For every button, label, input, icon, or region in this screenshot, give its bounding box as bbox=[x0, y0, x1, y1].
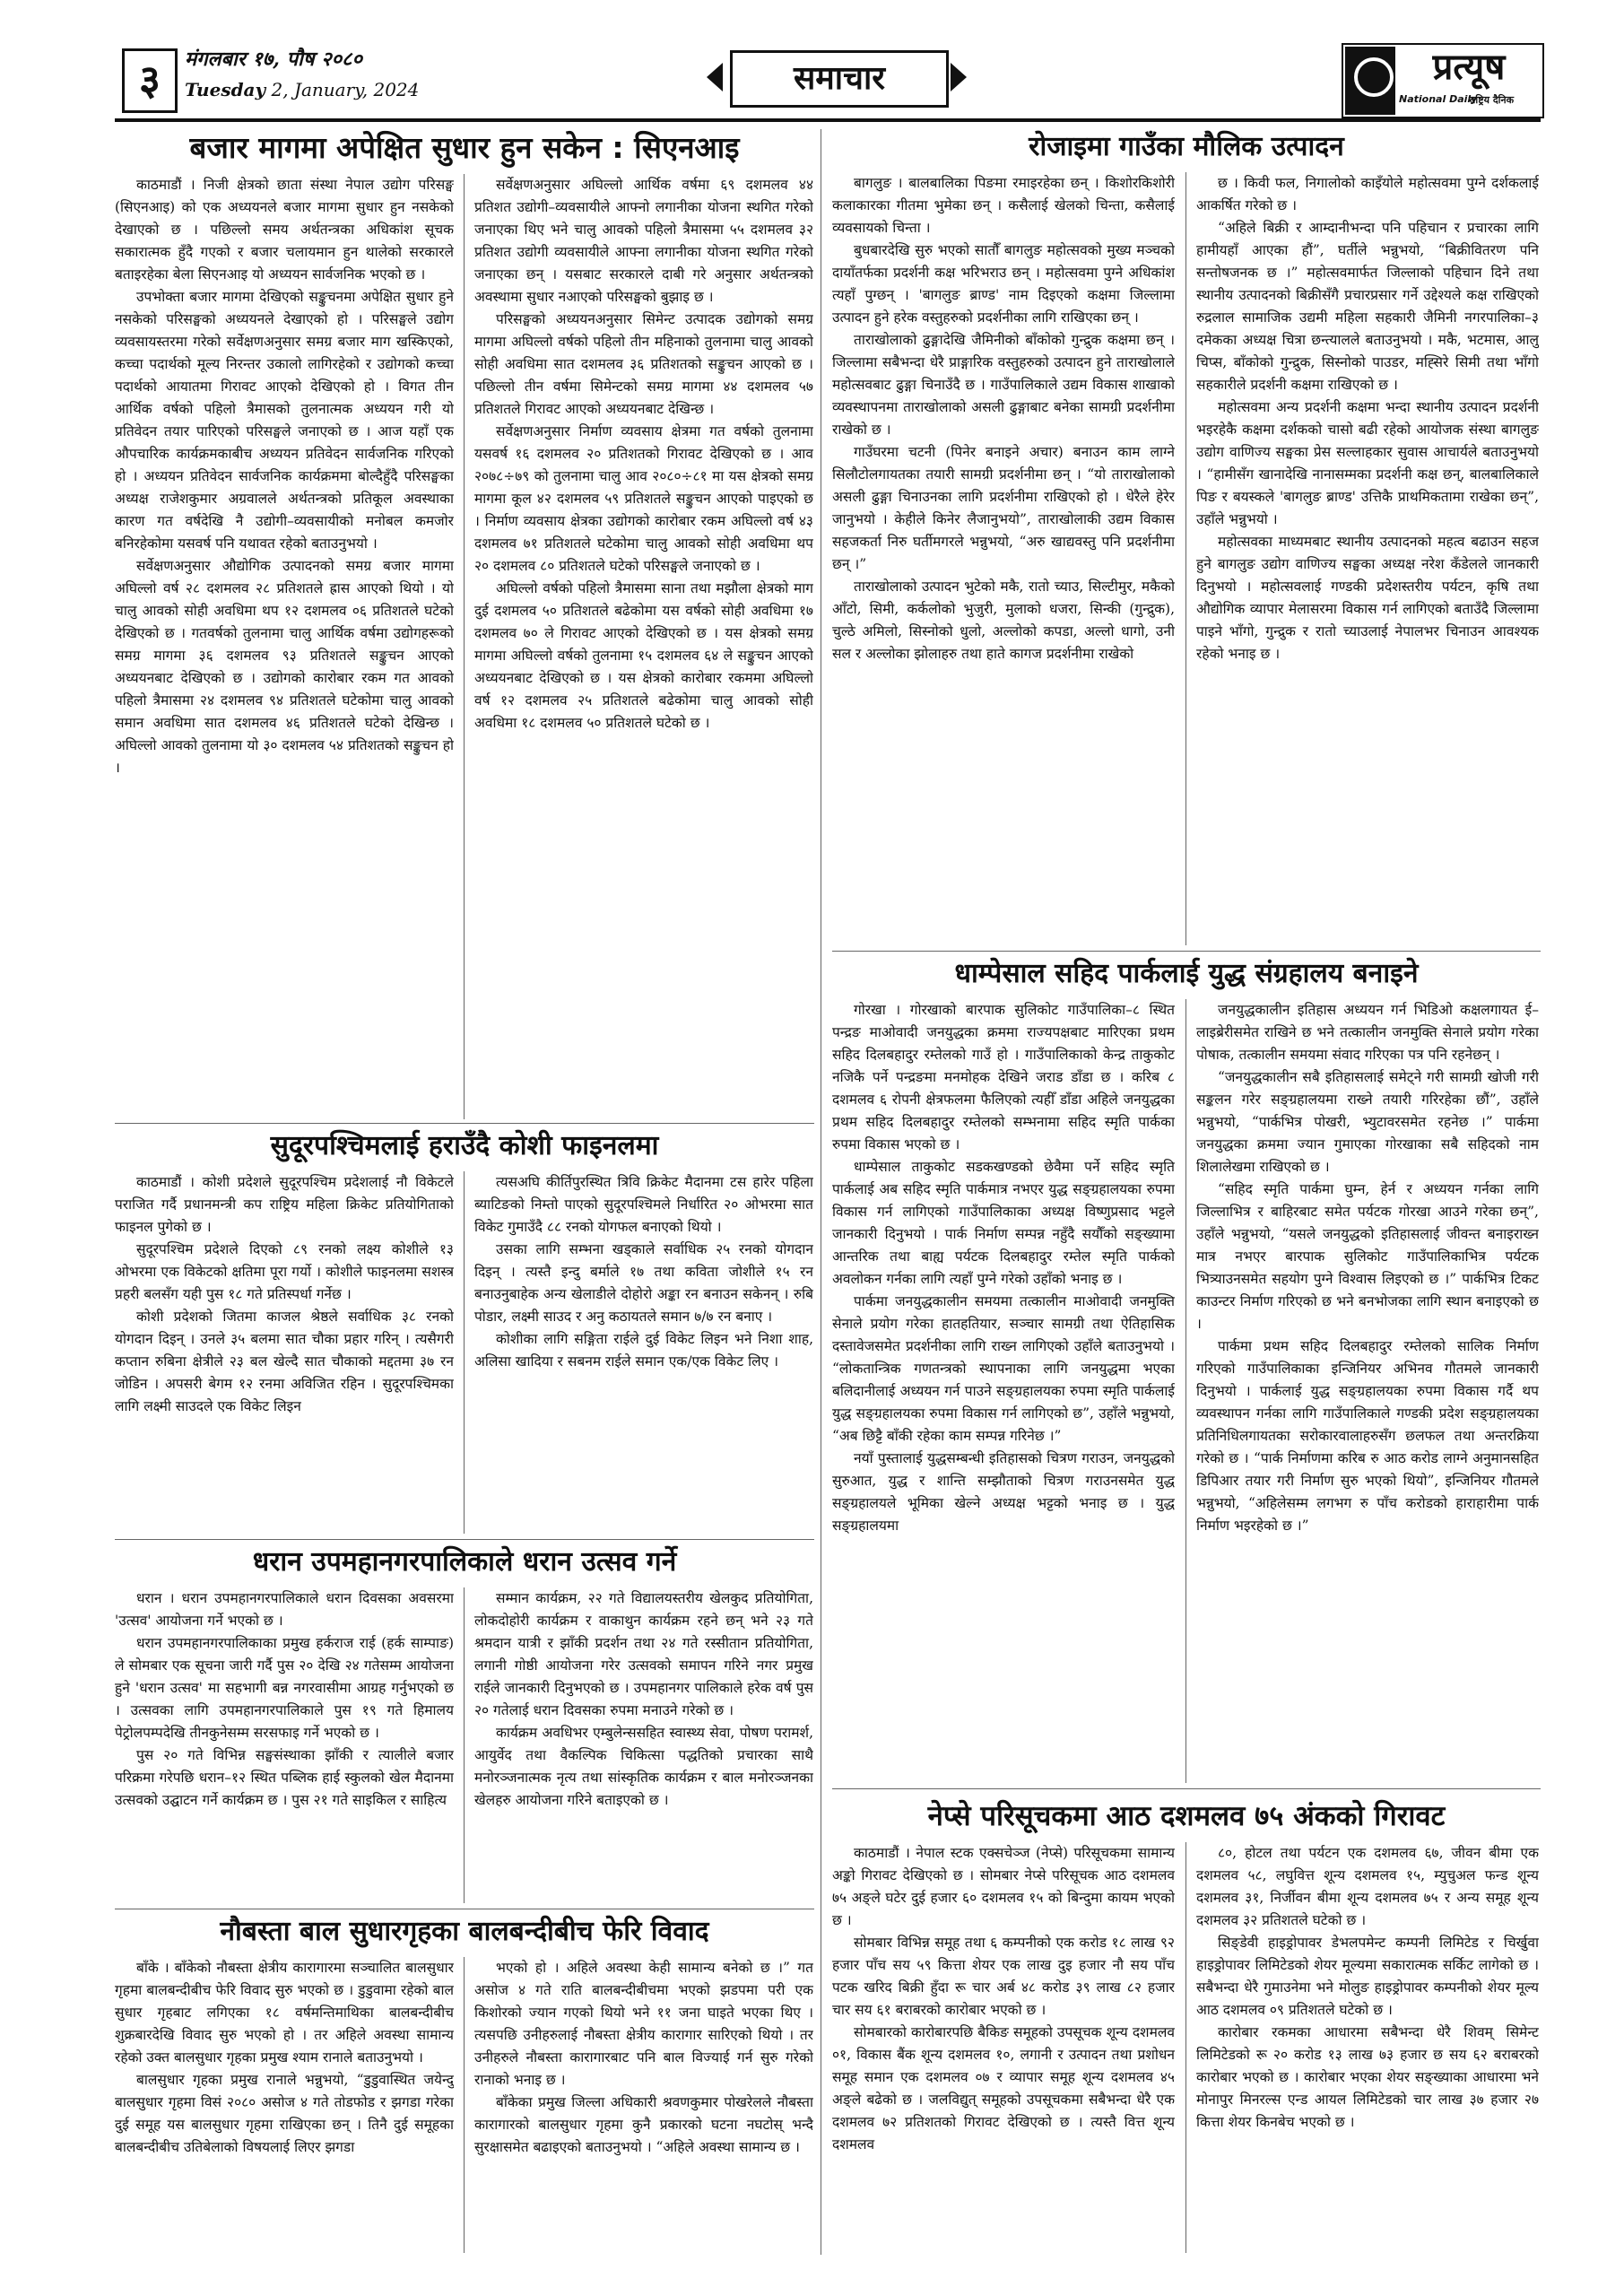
article-rojgar bbox=[832, 126, 1541, 947]
paragraph: सुदूरपश्चिम प्रदेशले दिएको ८९ रनको लक्ष्य कोशीले १३ ओभरमा एक विकेटको क्षतिमा पूरा गर्यो । कोशीले फाइनलमा सशस्त्र प्रहरी बलसँग यही पुस १८ गते प्रतिस्पर्धा गर्नेछ । bbox=[115, 1241, 454, 1302]
arrow-left-icon bbox=[707, 63, 723, 91]
paragraph: कोशी प्रदेशको जितमा काजल श्रेष्ठले सर्वाधिक ३८ रनको योगदान दिइन् । उनले ३५ बलमा सात चौका प्रहार गरिन् । त्यसैगरी कप्तान रुबिना क्षेत्रीले २३ बल खेल्दै सात चौकाको मद्दतमा ३७ रन जोडिन । अपसरी बेगम १२ रनमा अविजित रहिन । सुदूरपश्चिमका लागि लक्ष्मी साउदले एक विकेट लिइन bbox=[115, 1309, 454, 1414]
article-divider bbox=[115, 1123, 814, 1124]
article-dharan bbox=[115, 1541, 814, 1905]
page-number: ३ bbox=[122, 48, 178, 113]
paragraph: धरान । धरान उपमहानगरपालिकाले धरान दिवसका अवसरमा 'उत्सव' आयोजना गर्ने भएको छ । bbox=[115, 1590, 454, 1629]
paragraph: सर्वेक्षणअनुसार अघिल्लो आर्थिक वर्षमा ६९ दशमलव ४४ प्रतिशत उद्योगी–व्यवसायीले आफ्नो लगानीका योजना स्थगित गरेको जनाएका थिए भने चालु आवको पहिलो त्रैमासमा ५५ दशमलव ३२ प्रतिशत उद्योगी व्यवसायीले आफ्ना लगानीका योजना स्थगित गरेको जनाएका छन् । यसबाट सरकारले दाबी गरे अनुसार अर्थतन्त्रको अवस्थामा सुधार नआएको परिसङ्घको बुझाइ छ । bbox=[474, 177, 813, 305]
column-divider bbox=[1185, 999, 1186, 1783]
section-title: समाचार bbox=[730, 50, 949, 108]
paragraph: सोमबार विभिन्न समूह तथा ६ कम्पनीको एक करोड १८ लाख ९२ हजार पाँच सय ५९ कित्ता शेयर एक लाख दुइ हजार नौ सय पाँच पटक खरिद बिक्री हुँदा रू चार अर्ब ४८ करोड ३९ लाख ८२ हजार चार सय ६१ बराबरको कारोबार भएको छ । bbox=[832, 1935, 1175, 2018]
article-column-2 bbox=[1196, 172, 1539, 945]
paragraph: भएको हो । अहिले अवस्था केही सामान्य बनेको छ ।” गत असोज ४ गते राति बालबन्दीबीचमा भएको झडपमा परी एक किशोरको ज्यान गएको थियो भने ११ जना घाइते भएका थिए । त्यसपछि उनीहरुलाई नौबस्ता क्षेत्रीय कारागार सारिएको थियो । तर उनीहरुले नौबस्ता कारागारबाट पनि बाल विज्याई गर्न सुरु गरेको रानाको भनाइ छ । bbox=[474, 1960, 813, 2088]
paragraph: महोत्सवका माध्यमबाट स्थानीय उत्पादनको महत्व बढाउन सहज हुने बागलुङ उद्योग वाणिज्य सङ्घका अध्यक्ष नरेश कँडेलले जानकारी दिनुभयो । महोत्सवलाई गण्डकी प्रदेशस्तरीय पर्यटन, कृषि तथा औद्योगिक व्यापार मेलासरमा विकास गर्न लागिएको बताउँदै जिल्लामा पाइने भाँगो, गुन्द्रुक र रातो च्याउलाई नेपालभर चिनाउन आवश्यक रहेको भनाइ छ । bbox=[1196, 534, 1539, 662]
article-headline: रोजाइमा गाउँका मौलिक उत्पादन bbox=[1029, 131, 1344, 162]
article-sudurpaschim bbox=[115, 1125, 814, 1535]
article-dhampesal bbox=[832, 952, 1541, 1785]
article-column-1 bbox=[115, 1957, 454, 2253]
paragraph: गोरखा । गोरखाको बारपाक सुलिकोट गाउँपालिका–८ स्थित पन्द्रङ माओवादी जनयुद्धका क्रममा राज्यपक्षबाट मारिएका प्रथम सहिद दिलबहादुर रम्तेलको गाउँ हो । गाउँपालिकाको केन्द्र ताकुकोट नजिकै पर्ने पन्द्रङमा मनमोहक देखिने जराड डाँडा छ । करिब ८ दशमलव ६ रोपनी क्षेत्रफलमा फैलिएको त्यहीँ डाँडा अहिले जनयुद्धका प्रथम सहिद दिलबहादुर रम्तेलको सम्भनामा सहिद स्मृति पार्कका रुपमा विकास भएको छ । bbox=[832, 1002, 1175, 1152]
paragraph: महोत्सवमा अन्य प्रदर्शनी कक्षमा भन्दा स्थानीय उत्पादन प्रदर्शनी भइरहेकै कक्षमा दर्शकको चासो बढी रहेको आयोजक संस्था बागलुङ उद्योग वाणिज्य सङ्घका प्रेस सल्लाहकार सुवास आचार्यले बताउनुभयो । “हामीसँग खानादेखि नानासम्मका प्रदर्शनी कक्ष छन्, बालबालिकाले पिङ र बयस्कले 'बागलुङ ब्राण्ड' उत्तिकै प्राथमिकतामा राखेका छन्”, उहाँले भन्नुभयो । bbox=[1196, 399, 1539, 527]
paragraph: जनयुद्धकालीन इतिहास अध्ययन गर्न भिडिओ कक्षलगायत ई–लाइब्रेरीसमेत राखिने छ भने तत्कालीन जनमुक्ति सेनाले प्रयोग गरेका पोषाक, तत्कालीन समयमा संवाद गरिएका पत्र पनि रहनेछन् । bbox=[1196, 1002, 1539, 1063]
date-english-rest: 2, January, 2024 bbox=[271, 79, 420, 100]
paragraph: बागलुङ । बालबालिका पिङमा रमाइरहेका छन् । किशोरकिशोरी कलाकारका गीतमा भुमेका छन् । कसैलाई खेलको चिन्ता, कसैलाई व्यवसायको चिन्ता । bbox=[832, 175, 1175, 236]
article-divider bbox=[115, 1539, 814, 1540]
article-headline: धाम्पेसाल सहिद पार्कलाई युद्ध संग्रहालय बनाइने bbox=[954, 958, 1419, 989]
paragraph: धाम्पेसाल ताकुकोट सडकखण्डको छेवैमा पर्ने सहिद स्मृति पार्कलाई अब सहिद स्मृति पार्कमात्र नभएर युद्ध सङ्ग्रहालयका रुपमा विकास गर्न लागिएको गाउँपालिकाका अध्यक्ष विष्णुप्रसाद भट्टले जानकारी दिनुभयो । पार्क निर्माण सम्पन्न नहुँदै सयौँको सङ्ख्यामा आन्तरिक तथा बाह्य पर्यटक दिलबहादुर रम्तेल स्मृति पार्कको अवलोकन गर्नका लागि त्यहाँ पुग्ने गरेको उहाँको भनाइ छ । bbox=[832, 1159, 1175, 1287]
article-column-1 bbox=[832, 999, 1175, 1783]
arrow-right-icon bbox=[951, 63, 967, 91]
section-banner bbox=[707, 50, 967, 106]
paragraph: गाउँघरमा चटनी (पिनेर बनाइने अचार) बनाउन काम लाग्ने सिलौटोलगायतका तयारी सामग्री प्रदर्शनीमा छन् । “यो ताराखोलाको असली ढुङ्गा चिनाउनका लागि प्रदर्शनीमा राखिएको हो । धेरैले हेरेर जानुभयो । केहीले किनेर लैजानुभयो”, ताराखोलाकी उद्यम विकास सहजकर्ता निरु घर्तीमगरले भन्नुभयो, “अरु खाद्यवस्तु पनि प्रदर्शनीमा छन् ।” bbox=[832, 444, 1175, 572]
paragraph: सर्वेक्षणअनुसार औद्योगिक उत्पादनको समग्र बजार मागमा अघिल्लो वर्ष २८ दशमलव २८ प्रतिशतले ह्रास आएको थियो । यो चालु आवको सोही अवधिमा थप १२ दशमलव ०६ प्रतिशतले घटेको देखिएको छ । गतवर्षको तुलनामा चालु आर्थिक वर्षमा उद्योगहरूको समग्र मागमा ३६ दशमलव ९३ प्रतिशतले सङ्कुचन आएको अध्ययनबाट देखिएको छ । उद्योगको कारोबार रकम गत आवको पहिलो त्रैमासमा २४ दशमलव ९४ प्रतिशतले घटेकोमा चालु आवको समान अवधिमा सात दशमलव ४६ प्रतिशतले घटेको देखिन्छ । अघिल्लो आवको तुलनामा यो ३० दशमलव ५४ प्रतिशतको सङ्कुचन हो । bbox=[115, 558, 454, 776]
paragraph: ताराखोलाको उत्पादन भुटेको मकै, रातो च्याउ, सिल्टीमुर, मकैको आँटो, सिमी, कर्कलोको भुजुरी, मुलाको धजरा, सिन्की (गुन्द्रुक), चुल्ठे अमिलो, सिस्नोको धुलो, अल्लोको कपडा, अल्लो धागो, उनी सल र अल्लोका झोलाहरु तथा हाते कागज प्रदर्शनीमा राखेको bbox=[832, 578, 1175, 662]
paragraph: बुधबारदेखि सुरु भएको सातौँ बागलुङ महोत्सवको मुख्य मञ्चको दायाँतर्फका प्रदर्शनी कक्ष भरिभराउ छन् । महोत्सवमा पुग्ने अधिकांश त्यहाँ पुग्छन् । 'बागलुङ ब्राण्ड' नाम दिइएको कक्षमा जिल्लामा उत्पादन हुने हरेक वस्तुहरुको प्रदर्शनीका लागि राखिएका छन् । bbox=[832, 242, 1175, 326]
date-english bbox=[185, 79, 419, 100]
paragraph: “सहिद स्मृति पार्कमा घुम्न, हेर्न र अध्ययन गर्नका लागि जिल्लाभित्र र बाहिरबाट समेत पर्यटक गोरखा आउने गरेका छन्”, उहाँले भन्नुभयो, “यसले जनयुद्धको इतिहासलाई जीवन्त बनाइराख्न मात्र नभएर बारपाक सुलिकोट गाउँपालिकाभित्र पर्यटक भित्र्याउनसमेत सहयोग पुग्ने विश्वास लिइएको छ ।” पार्कभित्र टिकट काउन्टर निर्माण गरिएको छ भने बनभोजका लागि स्थान बनाइएको छ । bbox=[1196, 1181, 1539, 1332]
header-rule bbox=[115, 118, 1541, 122]
article-headline: सुदूरपश्चिमलाई हराउँदै कोशी फाइनलमा bbox=[270, 1130, 659, 1161]
article-naubasta bbox=[115, 1910, 814, 2255]
article-column-1 bbox=[115, 1171, 454, 1534]
paragraph: सोमबारको कारोबारपछि बैकिङ समूहको उपसूचक शून्य दशमलव ०१, विकास बैंक शून्य दशमलव १०, लगानी र उत्पादन तथा प्रशोधन समूह समान एक दशमलव ०७ र व्यापार समूह शून्य दशमलव ४५ अङ्ले बढेको छ । जलविद्युत् समूहको उपसूचकमा सबैभन्दा धेरै एक दशमलव ७२ प्रतिशतको गिरावट देखिएको छ । त्यस्तै वित्त शून्य दशमलव bbox=[832, 2024, 1175, 2152]
newspaper-page bbox=[115, 39, 1541, 2264]
article-bazar bbox=[115, 126, 814, 1119]
article-column-2 bbox=[1196, 1842, 1539, 2253]
column-divider bbox=[464, 1957, 465, 2253]
paragraph: बालसुधार गृहका प्रमुख रानाले भन्नुभयो, “डुडुवास्थित जयेन्दु बालसुधार गृहमा विसं २०८० असोज ४ गते तोडफोड र झगडा गरेका दुई समूह यस बालसुधार गृहमा राखिएका छन् । तिनै दुई समूहका बालबन्दीबीच उतिबेलाको विषयलाई लिएर झगडा bbox=[115, 2072, 454, 2155]
paragraph: अघिल्लो वर्षको पहिलो त्रैमासमा साना तथा मझौला क्षेत्रको माग दुई दशमलव ५० प्रतिशतले बढेकोमा यस वर्षको सोही अवधिमा १७ दशमलव ७० ले गिरावट आएको देखिएको छ । यस क्षेत्रको समग्र मागमा अघिल्लो वर्षको तुलनामा १५ दशमलव ६४ ले सङ्कुचन आएको अध्ययनबाट देखिएको छ । यस क्षेत्रको कारोबार रकममा अघिल्लो वर्ष १२ दशमलव २५ प्रतिशतले बढेकोमा चालु आवको सोही अवधिमा १८ दशमलव ५० प्रतिशतले घटेको छ । bbox=[474, 580, 813, 731]
masthead-logo bbox=[1342, 43, 1544, 118]
article-column-1 bbox=[115, 1587, 454, 1903]
paragraph: धरान उपमहानगरपालिकाका प्रमुख हर्कराज राई (हर्क साम्पाङ) ले सोमबार एक सूचना जारी गर्दै पुस २० देखि २४ गतेसम्म आयोजना हुने 'धरान उत्सव' मा सहभागी बन्न नगरवासीमा आग्रह गर्नुभएको छ । उत्सवका लागि उपमहानगरपालिकाले पुस १९ गते हिमालय पेट्रोलपम्पदेखि तीनकुनेसम्म सरसफाइ गर्ने भएको छ । bbox=[115, 1635, 454, 1741]
paragraph: सर्वेक्षणअनुसार निर्माण व्यवसाय क्षेत्रमा गत वर्षको तुलनामा यसवर्ष १६ दशमलव २० प्रतिशतको गिरावट देखिएको छ । आव २०७८÷७९ को तुलनामा चालु आव २०८०÷८१ मा यस क्षेत्रको समग्र मागमा कूल ४२ दशमलव ५९ प्रतिशतले सङ्कुचन आएको पाइएको छ । निर्माण व्यवसाय क्षेत्रका उद्योगको कारोबार रकम अघिल्लो वर्ष ४३ दशमलव ७१ प्रतिशतले घटेकोमा चालु आवको सोही अवधिमा थप २० दशमलव ८० प्रतिशतले घटेको परिसङ्घले जनाएको छ । bbox=[474, 423, 813, 574]
logo-tagline-np: राष्ट्रिय दैनिक bbox=[1469, 94, 1515, 106]
article-headline: नौबस्ता बाल सुधारगृहका बालबन्दीबीच फेरि विवाद bbox=[220, 1916, 709, 1947]
paragraph: सिङ्डेवी हाइड्रोपावर डेभलपमेन्ट कम्पनी लिमिटेड र चिर्खुवा हाइड्रोपावर लिमिटेडको शेयर मूल्यमा सकारात्मक सर्किट लागेको छ । सबैभन्दा धेरै गुमाउनेमा भने मोलुङ हाइड्रोपावर कम्पनीको शेयर मूल्य आठ दशमलव ०९ प्रतिशतले घटेको छ । bbox=[1196, 1935, 1539, 2018]
article-headline: नेप्से परिसूचकमा आठ दशमलव ७५ अंकको गिरावट bbox=[927, 1800, 1446, 1832]
paragraph: काठमाडौं । निजी क्षेत्रको छाता संस्था नेपाल उद्योग परिसङ्घ (सिएनआइ) को एक अध्ययनले बजार मागमा सुधार हुन नसकेको देखाएको छ । पछिल्लो समय अर्थतन्त्रका अधिकांश सूचक सकारात्मक हुँदै गएको र बजार चलायमान हुन थालेको सरकारले बताइरहेका बेला सिएनआइ यो अध्ययन सार्वजनिक भएको छ । bbox=[115, 177, 454, 283]
logo-emblem-icon bbox=[1345, 47, 1395, 115]
paragraph: “अहिले बिक्री र आम्दानीभन्दा पनि पहिचान र प्रचारका लागि हामीयहाँ आएका हौं”, घर्तीले भन्नुभयो, “बिक्रीवितरण पनि सन्तोषजनक छ ।” महोत्सवमार्फत जिल्लाको पहिचान दिने तथा स्थानीय उत्पादनको बिक्रीसँगै प्रचारप्रसार गर्ने उद्देश्यले कक्ष राखिएको रुद्रलाल सामाजिक उद्यमी महिला सहकारी जैमिनी नगरपालिका–३ दमेकका अध्यक्ष चित्रा छन्त्यालले बताउनुभयो । मकै, भटमास, आलु चिप्स, बाँकोको गुन्द्रुक, सिस्नोको पाउडर, मह्सिरे सिमी तथा भाँगो सहकारीले प्रदर्शनी कक्षमा राखिएको छ । bbox=[1196, 220, 1539, 393]
paragraph: छ । किवी फल, निगालोको काइँयोले महोत्सवमा पुग्ने दर्शकलाई आकर्षित गरेको छ । bbox=[1196, 175, 1539, 213]
article-nepse bbox=[832, 1790, 1541, 2255]
date-english-day: Tuesday bbox=[185, 79, 266, 100]
column-divider bbox=[1185, 1842, 1186, 2253]
paragraph: कारोबार रकमका आधारमा सबैभन्दा धेरै शिवम् सिमेन्ट लिमिटेडको रू २० करोड १३ लाख ७३ हजार छ सय ६२ बराबरको कारोबार भएको छ । कारोबार भएका शेयर सङ्ख्याका आधारमा भने मोनापुर मिनरल्स एन्ड आयल लिमिटेडको चार लाख ३७ हजार २७ कित्ता शेयर किनबेच भएको छ । bbox=[1196, 2024, 1539, 2130]
article-column-2 bbox=[1196, 999, 1539, 1783]
paragraph: ताराखोलाको ढुङ्गादेखि जैमिनीको बाँकोको गुन्द्रुक कक्षमा छन् । जिल्लामा सबैभन्दा धेरै प्राङ्गारिक वस्तुहरुको उत्पादन हुने ताराखोलाले महोत्सवबाट ढुङ्गा चिनाउँदै छ । गाउँपालिकाले उद्यम विकास शाखाको व्यवस्थापनमा ताराखोलाको असली ढुङ्गाबाट बनेका सामग्री प्रदर्शनीमा राखेको छ । bbox=[832, 332, 1175, 438]
paragraph: उसका लागि सम्भना खड्काले सर्वाधिक २५ रनको योगदान दिइन् । त्यस्तै इन्दु बर्माले १७ तथा कविता जोशीले १५ रन बनाउनुबाहेक अन्य खेलाडीले दोहोरो अङ्का रन बनाउन सकेनन् । रुबि पोडार, लक्ष्मी साउद र अनु कठायतले समान ७/७ रन बनाए । bbox=[474, 1241, 813, 1325]
paragraph: बाँकेका प्रमुख जिल्ला अधिकारी श्रवणकुमार पोखरेलले नौबस्ता कारागारको बालसुधार गृहमा कुनै प्रकारको घटना नघटोस् भन्दै सुरक्षासमेत बढाइएको बताउनुभयो । “अहिले अवस्था सामान्य छ । bbox=[474, 2094, 813, 2155]
paragraph: ८०, होटल तथा पर्यटन एक दशमलव ६७, जीवन बीमा एक दशमलव ५८, लघुवित्त शून्य दशमलव १५, म्युचुअल फन्ड शून्य दशमलव ३१, निर्जीवन बीमा शून्य दशमलव ७५ र अन्य समूह शून्य दशमलव ३२ प्रतिशतले घटेको छ । bbox=[1196, 1845, 1539, 1928]
paragraph: सम्मान कार्यक्रम, २२ गते विद्यालयस्तरीय खेलकुद प्रतियोगिता, लोकदोहोरी कार्यक्रम र वाकाथुन कार्यक्रम रहने छन् भने २३ गते श्रमदान यात्री र झाँकी प्रदर्शन तथा २४ गते रस्सीतान प्रतियोगिता, लगानी गोष्ठी आयोजना गरेर उत्सवको समापन गरिने नगर प्रमुख राईले जानकारी दिनुभएको छ । उपमहानगर पालिकाले हरेक वर्ष पुस २० गतेलाई धरान दिवसका रुपमा मनाउने गरेको छ । bbox=[474, 1590, 813, 1718]
logo-name: प्रत्यूष bbox=[1432, 47, 1506, 88]
article-column-2 bbox=[474, 174, 813, 1119]
article-column-1 bbox=[832, 1842, 1175, 2253]
paragraph: परिसङ्घको अध्ययनअनुसार सिमेन्ट उत्पादक उद्योगको समग्र मागमा अघिल्लो वर्षको पहिलो तीन महिनाको तुलनामा चालु आवको सोही अवधिमा सात दशमलव ३६ प्रतिशतको सङ्कुचन आएको छ । पछिल्लो तीन वर्षमा सिमेन्टको समग्र मागमा ४४ दशमलव ५७ प्रतिशतले गिरावट आएको अध्ययनबाट देखिन्छ । bbox=[474, 311, 813, 417]
article-column-2 bbox=[474, 1171, 813, 1534]
paragraph: नयाँ पुस्तालाई युद्धसम्बन्धी इतिहासको चित्रण गराउन, जनयुद्धको सुरुआत, युद्ध र शान्ति सम्झौताको चित्रण गराउनसमेत युद्ध सङ्ग्रहालयले भूमिका खेल्ने अध्यक्ष भट्टको भनाइ छ । युद्ध सङ्ग्रहालयमा bbox=[832, 1450, 1175, 1534]
article-headline: धरान उपमहानगरपालिकाले धरान उत्सव गर्ने bbox=[252, 1546, 677, 1578]
article-column-1 bbox=[832, 172, 1175, 945]
date-nepali: मंगलबार १७, पौष २०८० bbox=[185, 48, 362, 71]
paragraph: त्यसअघि कीर्तिपुरस्थित त्रिवि क्रिकेट मैदानमा टस हारेर पहिला ब्याटिङको निम्तो पाएको सुदूरपश्चिमले निर्धारित २० ओभरमा सात विकेट गुमाउँदै ८८ रनको योगफल बनाएको थियो । bbox=[474, 1174, 813, 1235]
paragraph: काठमाडौं । नेपाल स्टक एक्सचेञ्ज (नेप्से) परिसूचकमा सामान्य अङ्को गिरावट देखिएको छ । सोमबार नेप्से परिसूचक आठ दशमलव ७५ अङ्ले घटेर दुई हजार ६० दशमलव १५ को बिन्दुमा कायम भएको छ । bbox=[832, 1845, 1175, 1928]
paragraph: कोशीका लागि सङ्गिता राईले दुई विकेट लिइन भने निशा शाह, अलिसा खादिया र सबनम राईले समान एक/एक विकेट लिए । bbox=[474, 1331, 813, 1370]
paragraph: बाँके । बाँकेको नौबस्ता क्षेत्रीय कारागारमा सञ्चालित बालसुधार गृहमा बालबन्दीबीच फेरि विवाद सुरु भएको छ । डुडुवामा रहेको बाल सुधार गृहबाट लगिएका १८ वर्षमन्तिमाथिका बालबन्दीबीच शुक्रबारदेखि विवाद सुरु भएको हो । तर अहिले अवस्था सामान्य रहेको उक्त बालसुधार गृहका प्रमुख श्याम रानाले बताउनुभयो । bbox=[115, 1960, 454, 2066]
paragraph: कार्यक्रम अवधिभर एम्बुलेन्ससहित स्वास्थ्य सेवा, पोषण परामर्श, आयुर्वेद तथा वैकल्पिक चिकित्सा पद्धतिको प्रचारका साथै मनोरञ्जनात्मक नृत्य तथा सांस्कृतिक कार्यक्रम र बाल मनोरञ्जनका खेलहरु आयोजना गरिने बताइएको छ । bbox=[474, 1725, 813, 1808]
column-divider bbox=[464, 1171, 465, 1534]
article-divider bbox=[832, 951, 1541, 952]
page-header bbox=[115, 39, 1541, 118]
paragraph: उपभोक्ता बजार मागमा देखिएको सङ्कुचनमा अपेक्षित सुधार हुने नसकेको परिसङ्घको अध्ययनले देखाएको हो । परिसङ्घले उद्योग व्यवसायस्तरमा गरेको सर्वेक्षणअनुसार समग्र बजार माग खस्किएको, कच्चा पदार्थको मूल्य निरन्तर उकालो लागिरहेको र उद्योगको कच्चा पदार्थको आयातमा गिरावट आएको देखिएको हो । विगत तीन आर्थिक वर्षको पहिलो त्रैमासको तुलनात्मक अध्ययन गरी यो प्रतिवेदन तयार पारिएको परिसङ्घले जनाएको छ । आज यहाँ एक औपचारिक कार्यक्रमकाबीच अध्ययन प्रतिवेदन सार्वजनिक गरिएको हो । अध्ययन प्रतिवेदन सार्वजनिक कार्यक्रममा बोल्दैहुँदै परिसङ्घका अध्यक्ष राजेशकुमार अग्रवालले अर्थतन्त्रको प्रतिकूल अवस्थाका कारण गत वर्षदेखि नै उद्योगी–व्यवसायीको मनोबल कमजोर बनिरहेकोमा यसवर्ष पनि यथावत रहेको बताउनुभयो । bbox=[115, 289, 454, 552]
column-divider bbox=[1185, 172, 1186, 945]
logo-tagline-en: National Daily bbox=[1399, 93, 1478, 105]
column-divider bbox=[464, 1587, 465, 1903]
article-column-2 bbox=[474, 1957, 813, 2253]
article-divider bbox=[832, 1788, 1541, 1789]
article-column-1 bbox=[115, 174, 454, 1119]
column-divider bbox=[464, 174, 465, 1119]
article-headline: बजार मागमा अपेक्षित सुधार हुन सकेन : सिएनआइ bbox=[189, 130, 740, 165]
paragraph: पुस २० गते विभिन्न सङ्घसंस्थाका झाँकी र त्यालीले बजार परिक्रमा गरेपछि धरान–१२ स्थित पब्लिक हाई स्कुलको खेल मैदानमा उत्सवको उद्घाटन गर्ने कार्यक्रम छ । पुस २१ गते साइकिल र साहित्य bbox=[115, 1747, 454, 1808]
paragraph: पार्कमा जनयुद्धकालीन समयमा तत्कालीन माओवादी जनमुक्ति सेनाले प्रयोग गरेका हातहतियार, सञ्चार सामग्री तथा ऐतिहासिक दस्तावेजसमेत प्रदर्शनीका लागि राख्न लागिएको उहाँले बताउनुभयो । “लोकतान्त्रिक गणतन्त्रको स्थापनाका लागि जनयुद्धमा भएका बलिदानीलाई अध्ययन गर्न पाउने सङ्ग्रहालयका रुपमा स्मृति पार्कलाई युद्ध सङ्ग्रहालयका रुपमा विकास गर्न लागिएको छ”, उहाँले भन्नुभयो, “अब छिट्टै बाँकी रहेका काम सम्पन्न गरिनेछ ।” bbox=[832, 1293, 1175, 1444]
paragraph: काठमाडौं । कोशी प्रदेशले सुदूरपश्चिम प्रदेशलाई नौ विकेटले पराजित गर्दै प्रधानमन्त्री कप राष्ट्रिय महिला क्रिकेट प्रतियोगिताको फाइनल पुगेको छ । bbox=[115, 1174, 454, 1235]
paragraph: “जनयुद्धकालीन सबै इतिहासलाई समेट्ने गरी सामग्री खोजी गरी सङ्कलन गरेर सङ्ग्रहालयमा राख्ने तयारी गरिरहेका छौं”, उहाँले भन्नुभयो, “पार्कभित्र पोखरी, भ्युटावरसमेत रहनेछ ।” पार्कमा जनयुद्धका क्रममा ज्यान गुमाएका गोरखाका सबै सहिदको नाम शिलालेखमा राखिएको छ । bbox=[1196, 1069, 1539, 1175]
paragraph: पार्कमा प्रथम सहिद दिलबहादुर रम्तेलको सालिक निर्माण गरिएको गाउँपालिकाका इन्जिनियर अभिनव गौतमले जानकारी दिनुभयो । पार्कलाई युद्ध सङ्ग्रहालयका रुपमा विकास गर्दै थप व्यवस्थापन गर्नका लागि गाउँपालिकाले गण्डकी प्रदेश सङ्ग्रहालयका प्रतिनिधिलगायतका सरोकारवालाहरुसँग छलफल तथा अन्तरक्रिया गरेको छ । “पार्क निर्माणमा करिब रु आठ करोड लाग्ने अनुमानसहित डिपिआर तयार गरी निर्माण सुरु भएको थियो”, इन्जिनियर गौतमले भन्नुभयो, “अहिलेसम्म लगभग रु पाँच करोडको हाराहारीमा पार्क निर्माण भइरहेको छ ।” bbox=[1196, 1338, 1539, 1534]
article-column-2 bbox=[474, 1587, 813, 1903]
